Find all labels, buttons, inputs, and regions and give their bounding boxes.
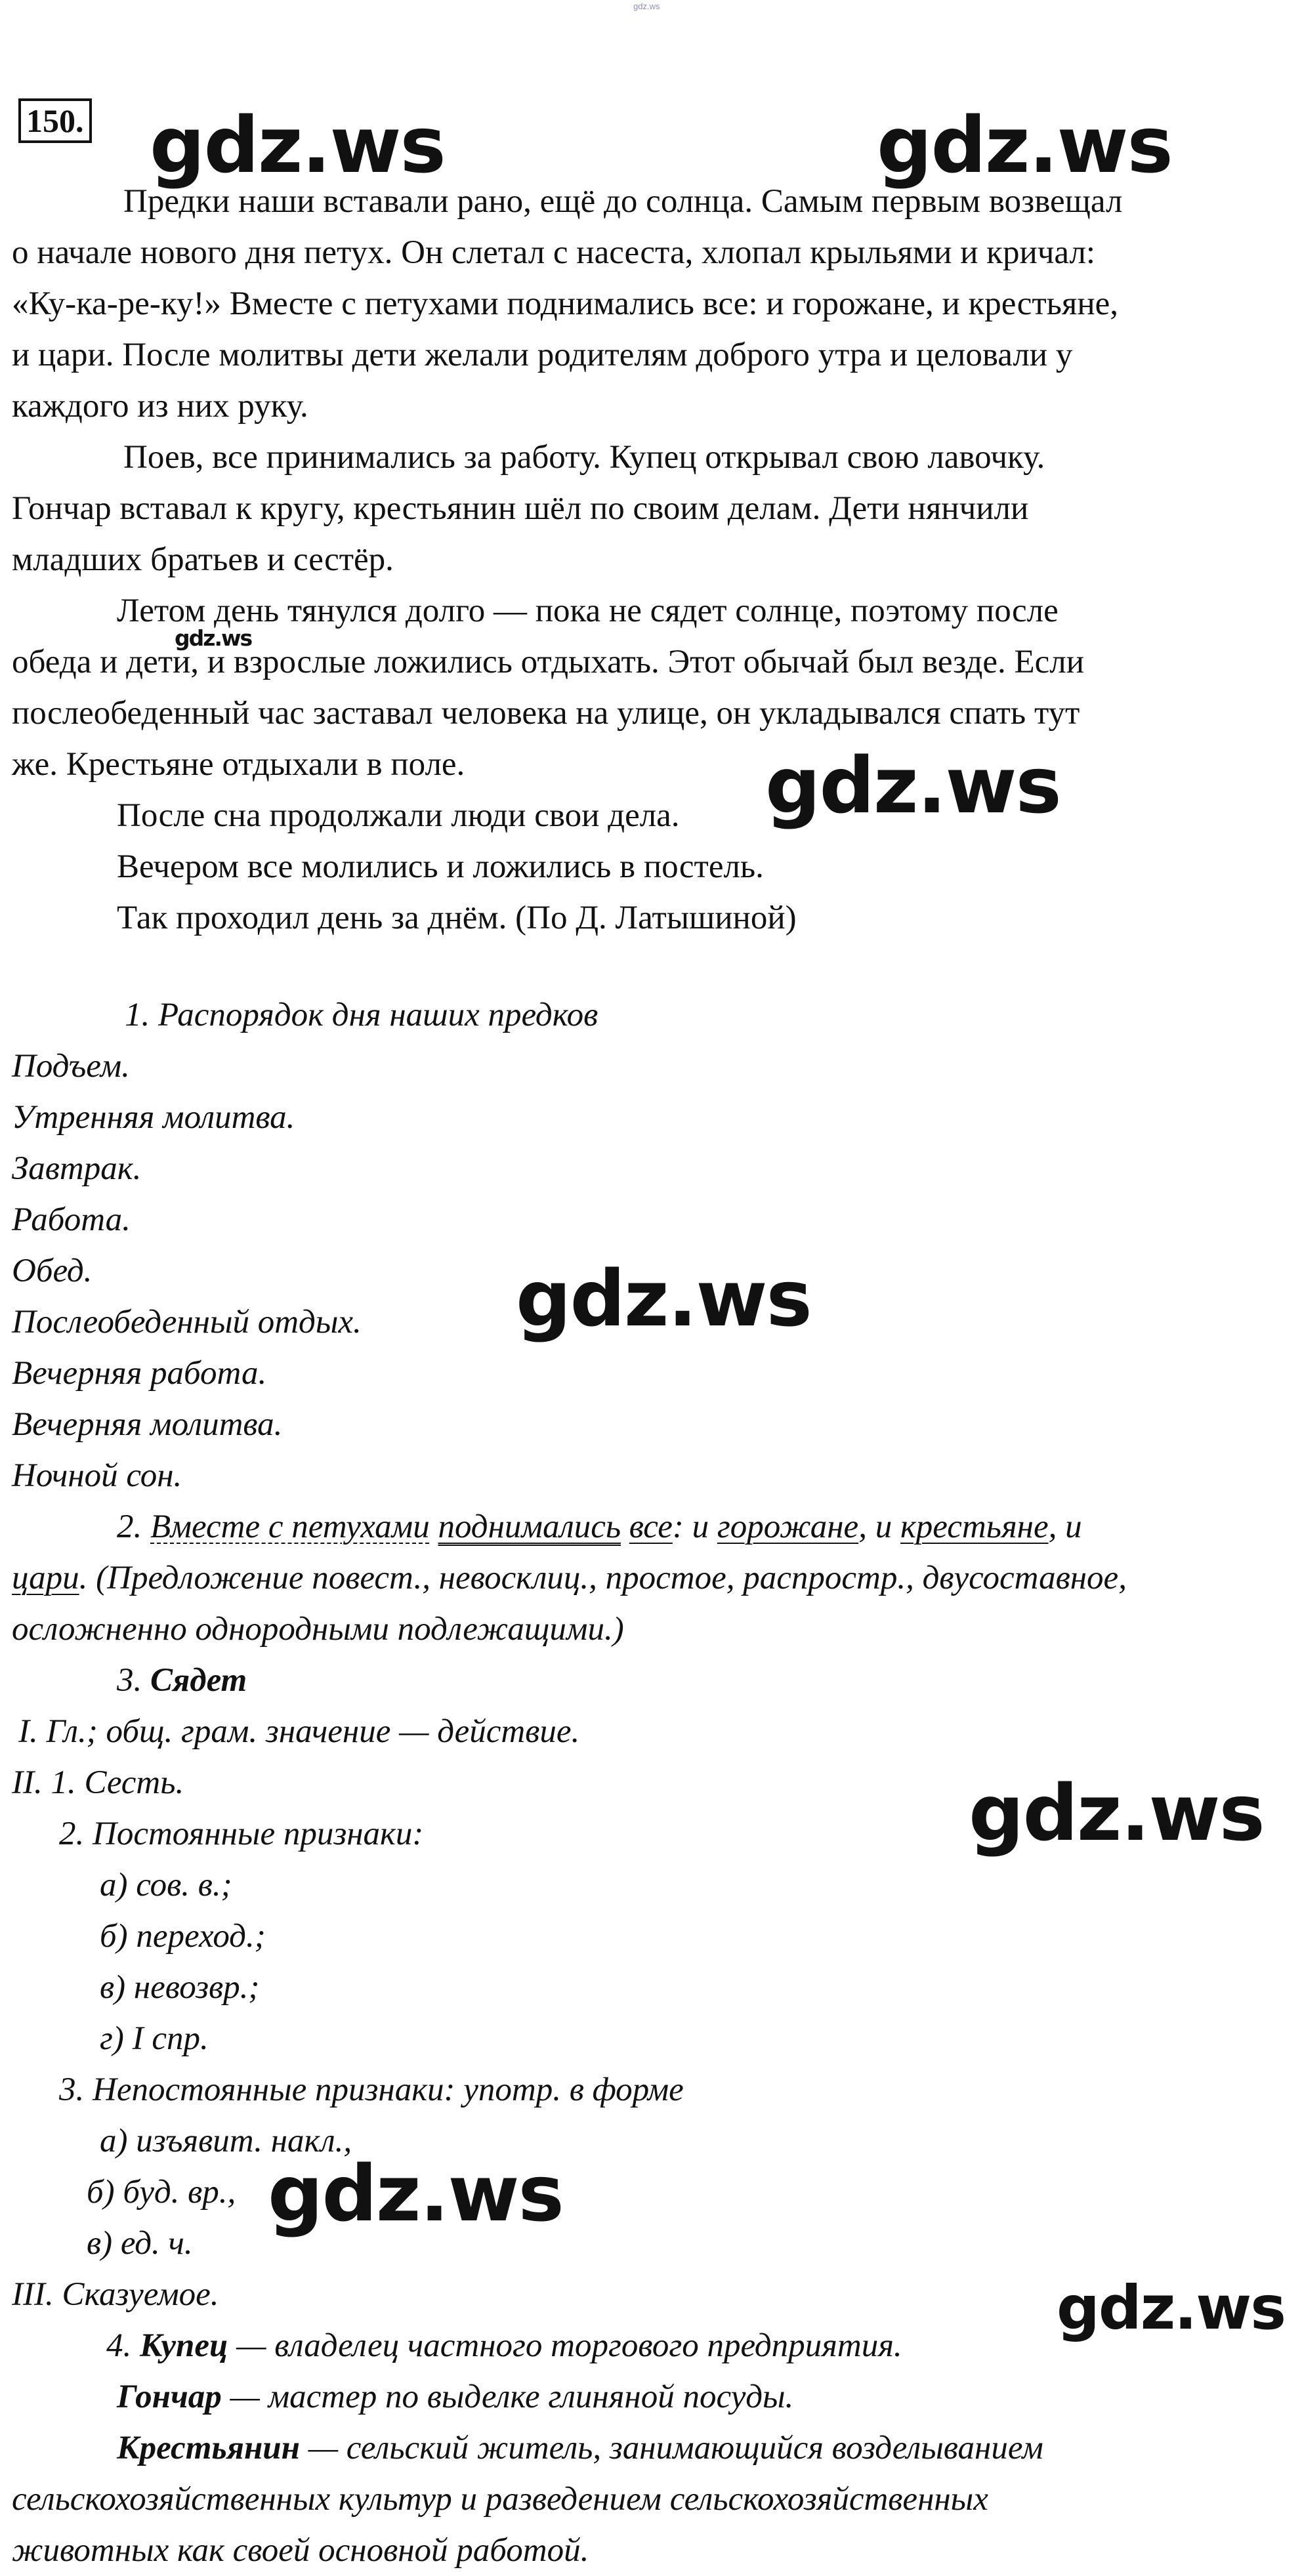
watermark: gdz.ws: [765, 740, 1060, 831]
morph-line: а) изъявит. накл.,: [100, 2123, 352, 2159]
item-number: 2.: [117, 1508, 142, 1545]
item-number: 3.: [117, 1662, 150, 1699]
analyzed-word: Сядет: [150, 1662, 247, 1699]
plan-item: Работа.: [12, 1201, 131, 1238]
definition-text: — мастер по выделке глиняной посуды.: [221, 2379, 794, 2415]
text-line: Поев, все принимались за работу. Купец открывал свою лавочку.: [123, 439, 1045, 476]
text-line: Предки наши вставали рано, ещё до солнца. Самым первым возвещал: [123, 183, 1123, 220]
definition-line: животных как своей основной работой.: [12, 2532, 589, 2569]
watermark: gdz.ws: [969, 1768, 1264, 1858]
definition-line: [117, 2422, 1043, 2474]
morph-line: III. Сказуемое.: [12, 2276, 219, 2313]
sentence-analysis-line: [117, 1501, 1082, 1552]
definition-line: [117, 2371, 793, 2422]
watermark: gdz.ws: [516, 1253, 811, 1344]
definition-line: сельскохозяйственных культур и разведением сельскохозяйственных: [12, 2481, 988, 2518]
morph-line: в) ед. ч.: [87, 2225, 193, 2262]
morph-line: II. 1. Сесть.: [12, 1764, 184, 1801]
subject-word: цари: [12, 1560, 79, 1596]
text-line: о начале нового дня петух. Он слетал с насеста, хлопал крыльями и кричал:: [12, 234, 1096, 271]
text-line: Летом день тянулся долго — пока не сядет солнце, поэтому после: [117, 592, 1059, 629]
watermark: gdz.ws: [1057, 2273, 1285, 2343]
predicate-word: поднимались: [438, 1508, 621, 1545]
morph-line: г) I спр.: [100, 2020, 209, 2057]
text-line: Вечером все молились и ложились в постель.: [117, 848, 764, 885]
sentence-analysis-line: [12, 1552, 1127, 1604]
text-fragment: , и: [858, 1508, 900, 1545]
morph-line: б) буд. вр.,: [87, 2174, 236, 2211]
plan-item: Утренняя молитва.: [12, 1099, 295, 1136]
text-fragment: : и: [672, 1508, 717, 1545]
task-number: 150.: [18, 98, 92, 143]
plan-title: 1. Распорядок дня наших предков: [125, 997, 598, 1033]
text-line: послеобеденный час заставал человека на улице, он укладывался спать тут: [12, 695, 1080, 732]
plan-item: Послеобеденный отдых.: [12, 1304, 362, 1340]
text-line: же. Крестьяне отдыхали в поле.: [12, 746, 465, 783]
morph-line: 3. Непостоянные признаки: употр. в форме: [59, 2071, 684, 2108]
plan-item: Подъем.: [12, 1048, 130, 1085]
header-watermark: gdz.ws: [633, 1, 660, 11]
text-fragment: . (Предложение повест., невосклиц., простое, распростр., двусоставное,: [79, 1560, 1127, 1596]
text-line: и цари. После молитвы дети желали родителям доброго утра и целовали у: [12, 337, 1073, 373]
defined-term: Гончар: [117, 2379, 222, 2415]
watermark: gdz.ws: [175, 625, 252, 651]
text-line: обеда и дети, и взрослые ложились отдыхать. Этот обычай был везде. Если: [12, 644, 1084, 680]
morph-line: в) невозвр.;: [100, 1969, 260, 2006]
morph-line: а) сов. в.;: [100, 1867, 232, 1903]
watermark: gdz.ws: [268, 2148, 563, 2239]
text-line: После сна продолжали люди свои дела.: [117, 797, 680, 834]
text-line: Так проходил день за днём. (По Д. Латышиной): [117, 900, 797, 936]
definition-text: — владелец частного торгового предприятия.: [228, 2327, 902, 2364]
definition-text: — сельский житель, занимающийся возделыванием: [299, 2430, 1043, 2466]
morph-heading: [117, 1655, 247, 1706]
plan-item: Вечерняя молитва.: [12, 1406, 283, 1443]
plan-item: Обед.: [12, 1253, 93, 1289]
plan-item: Вечерняя работа.: [12, 1355, 267, 1392]
text-line: Гончар вставал к кругу, крестьянин шёл по своим делам. Дети нянчили: [12, 490, 1029, 527]
adverbial-phrase: Вместе с петухами: [150, 1508, 430, 1545]
text-line: «Ку-ка-ре-ку!» Вместе с петухами поднимались все: и горожане, и крестьяне,: [12, 285, 1119, 322]
definition-line: [106, 2320, 902, 2371]
morph-line: б) переход.;: [100, 1918, 266, 1955]
item-number: 4.: [106, 2327, 140, 2364]
defined-term: Купец: [140, 2327, 228, 2364]
text-line: младших братьев и сестёр.: [12, 541, 394, 578]
subject-word: крестьяне: [900, 1508, 1049, 1545]
sentence-analysis-line: осложненно однородными подлежащими.): [12, 1611, 624, 1648]
defined-term: Крестьянин: [117, 2430, 300, 2466]
watermark: gdz.ws: [150, 100, 445, 190]
morph-line: I. Гл.; общ. грам. значение — действие.: [18, 1713, 580, 1750]
text-line: каждого из них руку.: [12, 388, 308, 425]
subject-word: все: [629, 1508, 673, 1545]
plan-item: Ночной сон.: [12, 1457, 182, 1494]
morph-line: 2. Постоянные признаки:: [59, 1816, 424, 1852]
text-fragment: , и: [1048, 1508, 1082, 1545]
subject-word: горожане: [717, 1508, 859, 1545]
watermark: gdz.ws: [877, 100, 1172, 190]
plan-item: Завтрак.: [12, 1150, 142, 1187]
